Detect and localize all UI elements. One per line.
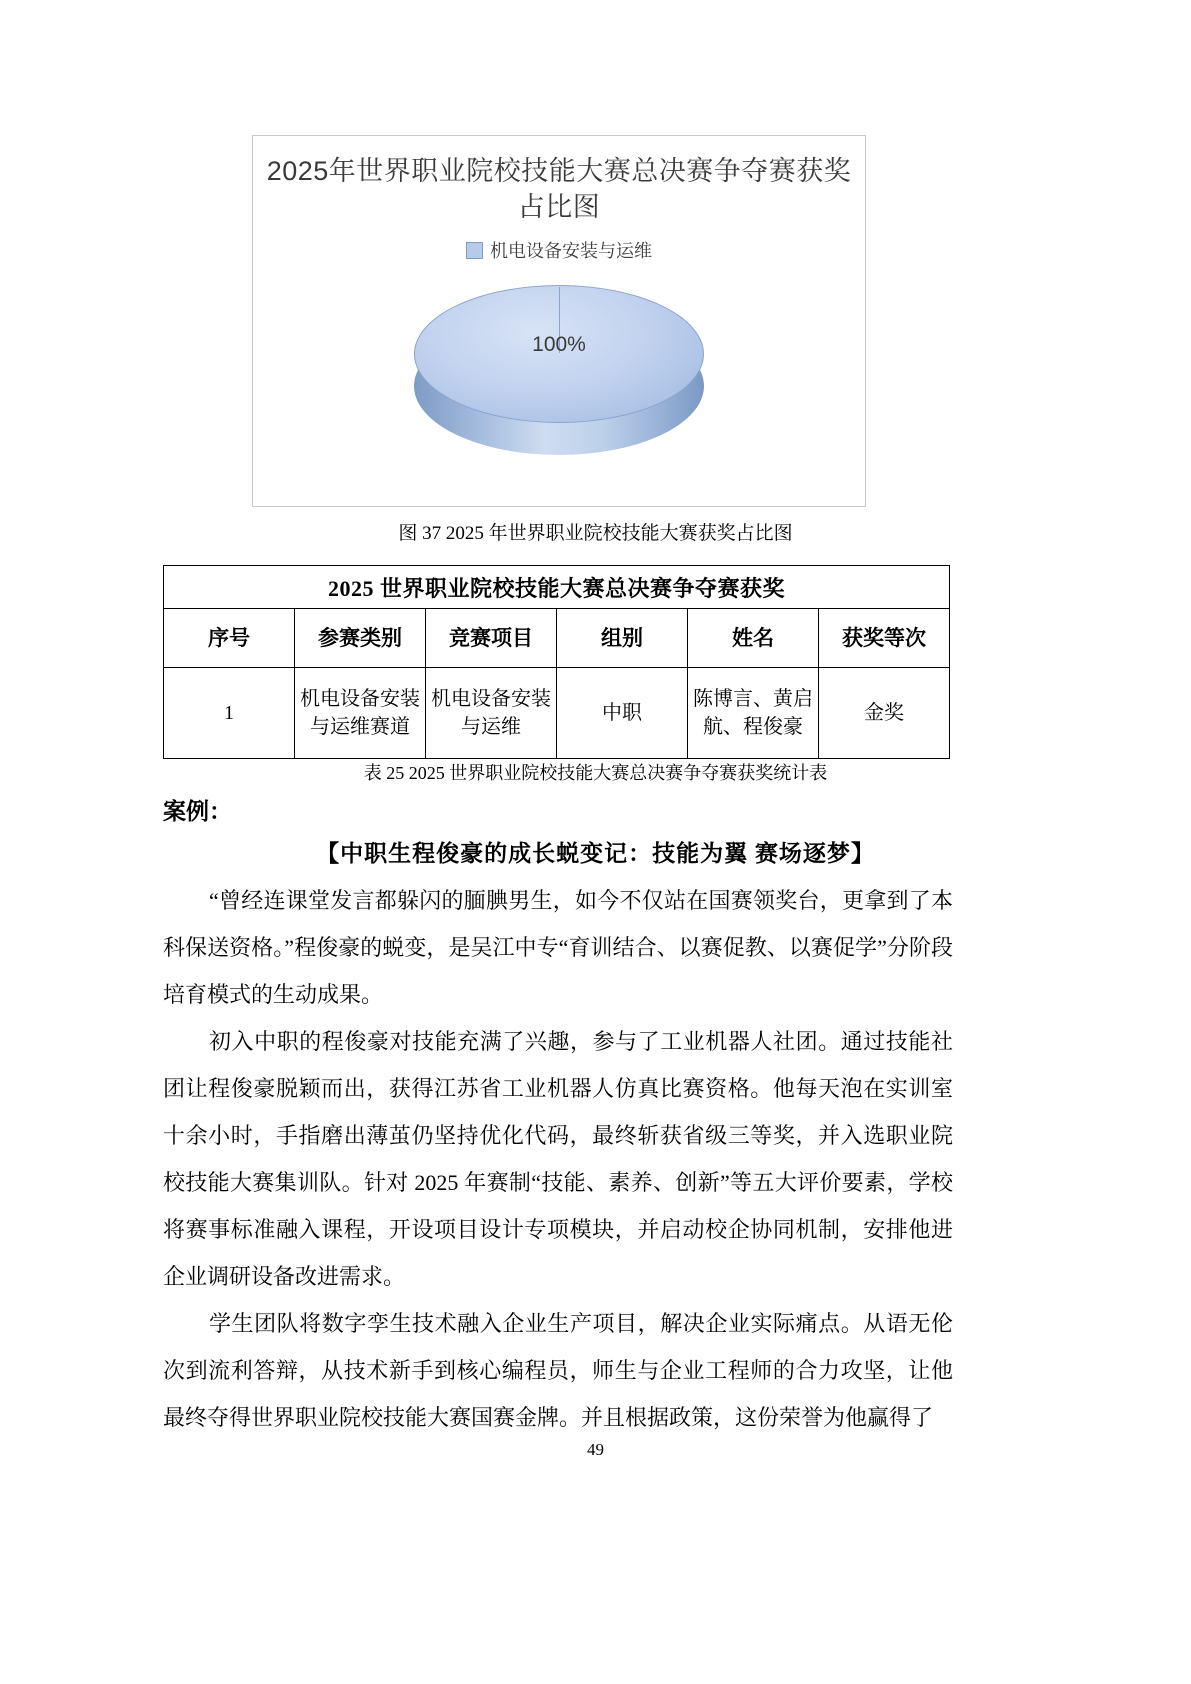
cell-award: 金奖 <box>819 668 950 759</box>
column-header-index: 序号 <box>164 609 295 668</box>
table-title: 2025 世界职业院校技能大赛总决赛争夺赛获奖 <box>164 566 950 609</box>
chart-title: 2025年世界职业院校技能大赛总决赛争夺赛获奖占比图 <box>266 156 852 222</box>
table-header-row <box>164 609 950 668</box>
case-heading: 【中职生程俊豪的成长蜕变记：技能为翼 赛场逐梦】 <box>316 841 875 866</box>
cell-group: 中职 <box>557 668 688 759</box>
cell-project: 机电设备安装与运维 <box>426 668 557 759</box>
paragraph-2: 初入中职的程俊豪对技能充满了兴趣，参与了工业机器人社团。通过技能社团让程俊豪脱颖而出，获得江苏省工业机器人仿真比赛资格。他每天泡在实训室十余小时，手指磨出薄茧仍坚持优化代码，最终斩获省级三等奖，并入选职业院校技能大赛集训队。针对 2025 年赛制“技能、素养、创新”等五大评价要素，学校将赛事标准融入课程，开设项目设计专项模块，并启动校企协同机制，安排他进企业调研设备改进需求。 <box>163 1029 953 1289</box>
column-header-project: 竞赛项目 <box>426 609 557 668</box>
pie-graphic <box>414 285 704 465</box>
column-header-award: 获奖等次 <box>819 609 950 668</box>
column-header-group: 组别 <box>557 609 688 668</box>
column-header-category: 参赛类别 <box>295 609 426 668</box>
pie-chart-figure <box>252 135 866 507</box>
pie-slice-label: 100% <box>532 333 586 356</box>
chart-legend <box>253 237 865 263</box>
cell-names: 陈博言、黄启航、程俊豪 <box>688 668 819 759</box>
page-number: 49 <box>587 1440 604 1459</box>
table-title-row <box>164 566 950 609</box>
table-caption: 表 25 2025 世界职业院校技能大赛总决赛争夺赛获奖统计表 <box>363 763 828 783</box>
cell-category: 机电设备安装与运维赛道 <box>295 668 426 759</box>
paragraph-1: “曾经连课堂发言都躲闪的腼腆男生，如今不仅站在国赛领奖台，更拿到了本科保送资格。”程俊豪的蜕变，是吴江中专“育训结合、以赛促教、以赛促学”分阶段培育模式的生动成果。 <box>163 888 953 1007</box>
cell-index: 1 <box>164 668 295 759</box>
legend-color-swatch <box>466 242 483 259</box>
case-label: 案例： <box>163 799 232 824</box>
figure-caption: 图 37 2025 年世界职业院校技能大赛获奖占比图 <box>398 523 793 544</box>
paragraph-3: 学生团队将数字孪生技术融入企业生产项目，解决企业实际痛点。从语无伦次到流利答辩，从技术新手到核心编程员，师生与企业工程师的合力攻坚，让他最终夺得世界职业院校技能大赛国赛金牌。并且根据政策，这份荣誉为他赢得了 <box>163 1311 953 1430</box>
table-row <box>164 668 950 759</box>
column-header-names: 姓名 <box>688 609 819 668</box>
legend-label: 机电设备安装与运维 <box>490 241 652 261</box>
award-table <box>163 565 950 759</box>
